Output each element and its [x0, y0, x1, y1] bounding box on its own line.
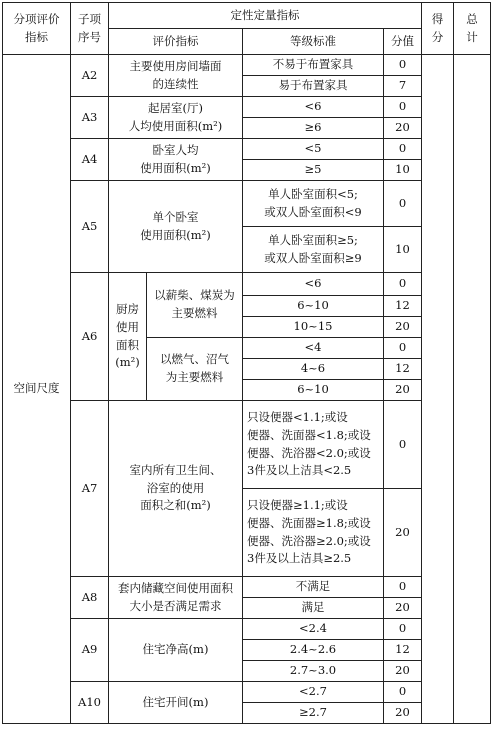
item-code: A5: [71, 181, 109, 273]
header-qualitative-group: 定性定量指标: [109, 3, 422, 29]
score-cell: 12: [384, 296, 422, 317]
item-code: A9: [71, 619, 109, 682]
score-cell: 7: [384, 76, 422, 97]
table-row: [3, 97, 491, 118]
item-code: A7: [71, 401, 109, 577]
item-indicator: 住宅净高(m): [109, 619, 243, 682]
grade-cell: 不易于布置家具: [243, 55, 384, 76]
grade-cell: 4~6: [243, 359, 384, 380]
score-cell: 10: [384, 227, 422, 273]
grade-cell: ≥5: [243, 160, 384, 181]
score-cell: 10: [384, 160, 422, 181]
header-score: 分值: [384, 29, 422, 55]
score-cell: 20: [384, 317, 422, 338]
evaluation-table: [2, 2, 491, 724]
table-row: [3, 273, 491, 296]
item-code: A4: [71, 139, 109, 181]
got-score-cell: [422, 55, 454, 724]
header-total: 总 计: [454, 3, 491, 55]
grade-cell: 单人卧室面积≥5; 或双人卧室面积≥9: [243, 227, 384, 273]
grade-cell: 不满足: [243, 577, 384, 598]
grade-cell: 2.7~3.0: [243, 661, 384, 682]
item-indicator: 单个卧室 使用面积(m²): [109, 181, 243, 273]
header-grade: 等级标准: [243, 29, 384, 55]
fuel-type-label: 以薪柴、煤炭为 主要燃料: [147, 273, 243, 338]
table-row: [3, 139, 491, 160]
grade-cell: ≥6: [243, 118, 384, 139]
grade-cell: <2.4: [243, 619, 384, 640]
item-code: A6: [71, 273, 109, 401]
grade-cell: 10~15: [243, 317, 384, 338]
score-cell: 0: [384, 338, 422, 359]
item-indicator: 厨房 使用 面积 (m²): [109, 273, 147, 401]
score-cell: 0: [384, 55, 422, 76]
table-row: [3, 55, 491, 76]
grade-cell: ≥2.7: [243, 703, 384, 724]
score-cell: 0: [384, 682, 422, 703]
score-cell: 0: [384, 273, 422, 296]
header-indicator: 评价指标: [109, 29, 243, 55]
score-cell: 0: [384, 577, 422, 598]
item-indicator: 住宅开间(m): [109, 682, 243, 724]
item-code: A8: [71, 577, 109, 619]
fuel-type-label: 以燃气、沼气 为主要燃料: [147, 338, 243, 401]
score-cell: 20: [384, 703, 422, 724]
grade-cell: <2.7: [243, 682, 384, 703]
score-cell: 20: [384, 380, 422, 401]
score-cell: 0: [384, 139, 422, 160]
item-code: A10: [71, 682, 109, 724]
document-page: [2, 2, 491, 724]
score-cell: 20: [384, 489, 422, 577]
table-row: [3, 181, 491, 227]
score-cell: 0: [384, 401, 422, 489]
score-cell: 20: [384, 118, 422, 139]
score-cell: 0: [384, 97, 422, 118]
grade-cell: 易于布置家具: [243, 76, 384, 97]
score-cell: 12: [384, 640, 422, 661]
grade-cell: 单人卧室面积<5; 或双人卧室面积<9: [243, 181, 384, 227]
table-row: [3, 619, 491, 640]
table-row: [3, 577, 491, 598]
header-got-score: 得 分: [422, 3, 454, 55]
table-row: [3, 401, 491, 489]
item-indicator: 室内所有卫生间、 浴室的使用 面积之和(m²): [109, 401, 243, 577]
category-cell: 空间尺度: [3, 55, 71, 724]
grade-cell: 2.4~2.6: [243, 640, 384, 661]
item-indicator: 套内储藏空间使用面积 大小是否满足需求: [109, 577, 243, 619]
grade-cell: <6: [243, 97, 384, 118]
score-cell: 20: [384, 598, 422, 619]
grade-cell: <5: [243, 139, 384, 160]
grade-cell: <4: [243, 338, 384, 359]
grade-cell: 6~10: [243, 296, 384, 317]
table-row: [3, 682, 491, 703]
grade-cell: 满足: [243, 598, 384, 619]
item-code: A3: [71, 97, 109, 139]
item-indicator: 主要使用房间墙面 的连续性: [109, 55, 243, 97]
header-sub-no: 子项 序号: [71, 3, 109, 55]
score-cell: 20: [384, 661, 422, 682]
grade-cell: 只设便器<1.1;或设 便器、洗面器<1.8;或设 便器、洗浴器<2.0;或设 3件及以上洁具<2.5: [243, 401, 384, 489]
header-category: 分项评价 指标: [3, 3, 71, 55]
total-cell: [454, 55, 491, 724]
score-cell: 0: [384, 619, 422, 640]
score-cell: 12: [384, 359, 422, 380]
item-code: A2: [71, 55, 109, 97]
score-cell: 0: [384, 181, 422, 227]
item-indicator: 起居室(厅) 人均使用面积(m²): [109, 97, 243, 139]
grade-cell: 6~10: [243, 380, 384, 401]
grade-cell: <6: [243, 273, 384, 296]
header-row: [3, 3, 491, 29]
grade-cell: 只设便器≥1.1;或设 便器、洗面器≥1.8;或设 便器、洗浴器≥2.0;或设 3件及以上洁具≥2.5: [243, 489, 384, 577]
item-indicator: 卧室人均 使用面积(m²): [109, 139, 243, 181]
